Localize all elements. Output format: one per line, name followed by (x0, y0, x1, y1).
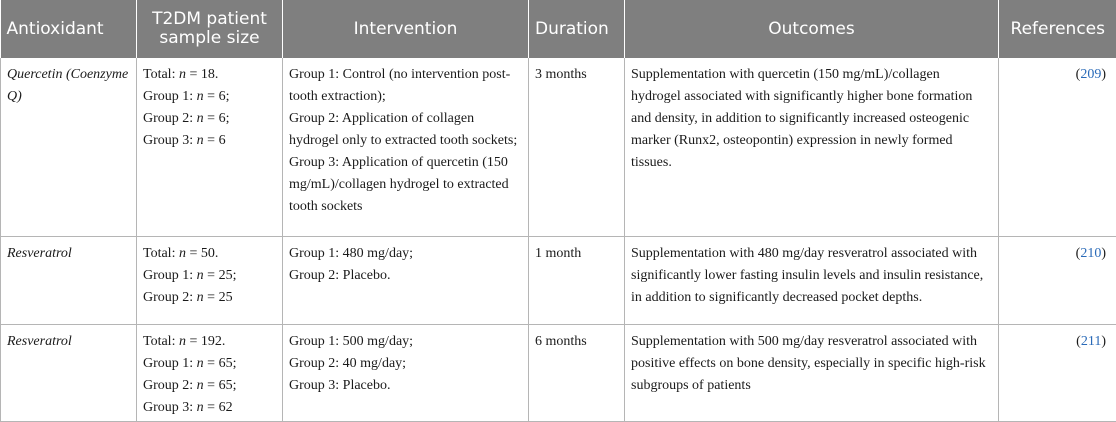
sample-n: n (179, 334, 186, 349)
sample-n: n (197, 133, 204, 148)
sample-n: n (197, 400, 204, 415)
cell-outcomes: Supplementation with 480 mg/day resveratrol associated with significantly lower fasting insulin levels and insulin resistance, in addition to significantly decreased pocket depths. (625, 236, 999, 324)
sample-n: n (197, 290, 204, 305)
sample-value: = 18. (186, 67, 218, 82)
header-sample-size: T2DM patient sample size (137, 0, 283, 58)
header-antioxidant: Antioxidant (1, 0, 137, 58)
reference-link[interactable]: 209 (1080, 67, 1101, 82)
table-header-row (1, 0, 1116, 58)
cell-antioxidant: Resveratrol (1, 236, 137, 324)
header-intervention: Intervention (283, 0, 529, 58)
intervention-line: Group 2: Placebo. (289, 265, 522, 287)
cell-antioxidant: Resveratrol (1, 324, 137, 421)
sample-line (143, 86, 276, 108)
cell-duration: 3 months (529, 58, 625, 236)
cell-intervention (283, 58, 529, 236)
intervention-line: Group 2: 40 mg/day; (289, 353, 522, 375)
sample-n: n (197, 89, 204, 104)
sample-line (143, 397, 276, 419)
cell-intervention (283, 236, 529, 324)
sample-label: Group 1: (143, 356, 197, 371)
table-row (1, 324, 1116, 421)
sample-line (143, 64, 276, 86)
cell-intervention (283, 324, 529, 421)
sample-n: n (197, 378, 204, 393)
intervention-line: Group 3: Placebo. (289, 375, 522, 397)
intervention-line: Group 1: 500 mg/day; (289, 331, 522, 353)
sample-value: = 62 (204, 400, 233, 415)
cell-duration: 1 month (529, 236, 625, 324)
table-row (1, 58, 1116, 236)
sample-n: n (179, 246, 186, 261)
sample-value: = 6; (204, 111, 230, 126)
sample-value: = 25 (204, 290, 233, 305)
reference-link[interactable]: 211 (1081, 334, 1101, 349)
intervention-line: Group 1: 480 mg/day; (289, 243, 522, 265)
sample-value: = 65; (204, 378, 237, 393)
sample-label: Total: (143, 67, 179, 82)
cell-reference: (211) (999, 324, 1116, 421)
sample-label: Total: (143, 246, 179, 261)
header-outcomes: Outcomes (625, 0, 999, 58)
intervention-line: Group 2: Application of collagen hydrogel only to extracted tooth sockets; (289, 108, 522, 152)
sample-label: Group 3: (143, 133, 197, 148)
sample-label: Group 1: (143, 268, 197, 283)
sample-line (143, 130, 276, 152)
sample-line (143, 331, 276, 353)
sample-n: n (197, 268, 204, 283)
sample-label: Group 2: (143, 378, 197, 393)
cell-reference: (210) (999, 236, 1116, 324)
sample-label: Group 2: (143, 111, 197, 126)
sample-value: = 25; (204, 268, 237, 283)
sample-value: = 65; (204, 356, 237, 371)
sample-n: n (179, 67, 186, 82)
sample-line (143, 287, 276, 309)
sample-line (143, 353, 276, 375)
sample-n: n (197, 356, 204, 371)
cell-duration: 6 months (529, 324, 625, 421)
sample-line (143, 265, 276, 287)
cell-sample-size (137, 324, 283, 421)
cell-sample-size (137, 58, 283, 236)
intervention-line: Group 1: Control (no intervention post-tooth extraction); (289, 64, 522, 108)
cell-sample-size (137, 236, 283, 324)
header-duration: Duration (529, 0, 625, 58)
sample-label: Group 2: (143, 290, 197, 305)
sample-n: n (197, 111, 204, 126)
cell-antioxidant: Quercetin (Coenzyme Q) (1, 58, 137, 236)
cell-outcomes: Supplementation with quercetin (150 mg/mL)/collagen hydrogel associated with significantly higher bone formation and density, in addition to significantly increased osteogenic marker (Runx2, osteopontin) expression in newly formed tissues. (625, 58, 999, 236)
sample-line (143, 108, 276, 130)
sample-label: Group 1: (143, 89, 197, 104)
cell-outcomes: Supplementation with 500 mg/day resveratrol associated with positive effects on bone density, especially in specific high-risk subgroups of patients (625, 324, 999, 421)
sample-value: = 192. (186, 334, 225, 349)
reference-link[interactable]: 210 (1080, 246, 1101, 261)
sample-value: = 50. (186, 246, 218, 261)
intervention-line: Group 3: Application of quercetin (150 mg/mL)/collagen hydrogel to extracted tooth sockets (289, 152, 522, 218)
cell-reference: (209) (999, 58, 1116, 236)
sample-label: Total: (143, 334, 179, 349)
sample-value: = 6 (204, 133, 226, 148)
sample-line (143, 375, 276, 397)
table-row (1, 236, 1116, 324)
sample-value: = 6; (204, 89, 230, 104)
header-references: References (999, 0, 1116, 58)
sample-line (143, 243, 276, 265)
sample-label: Group 3: (143, 400, 197, 415)
